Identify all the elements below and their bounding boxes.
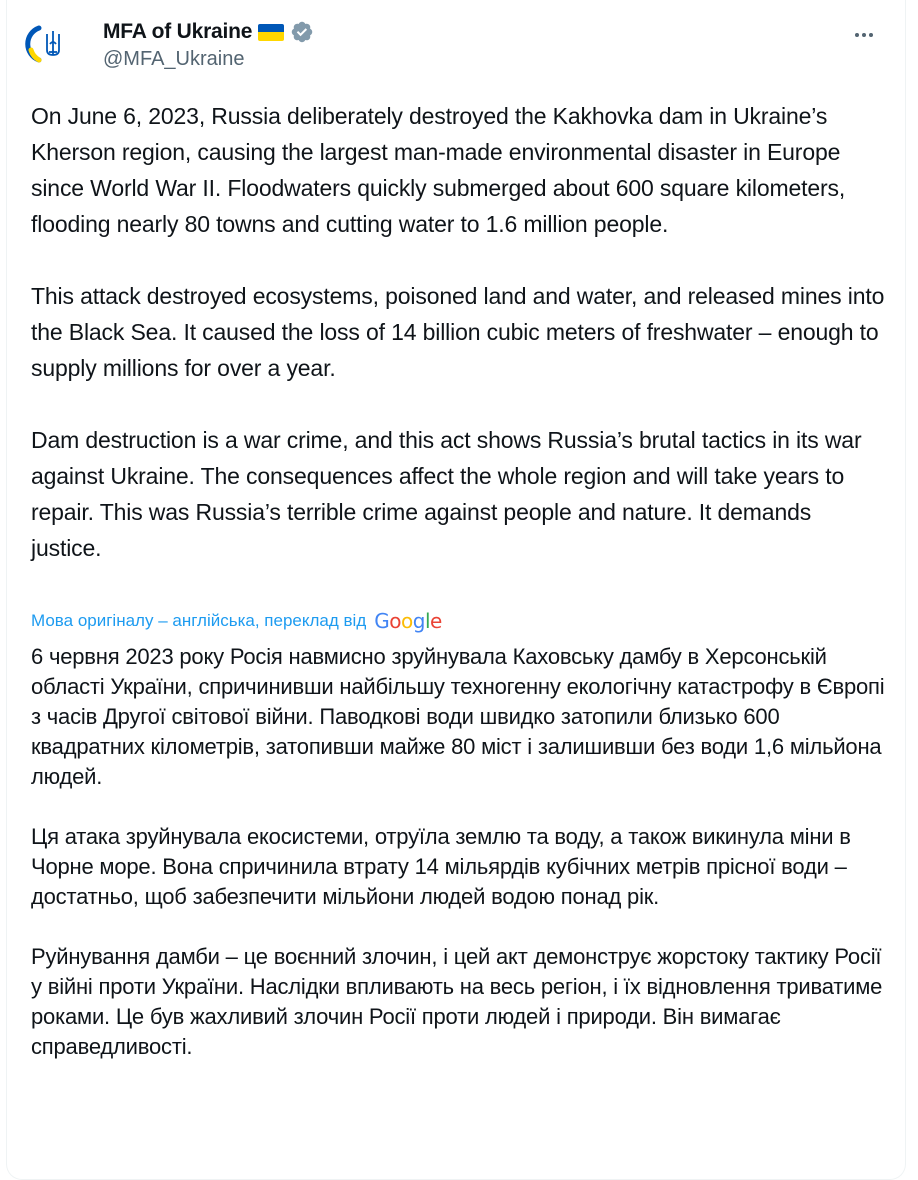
author-handle[interactable]: @MFA_Ukraine: [103, 48, 245, 70]
tweet-card: [6, 0, 906, 1180]
tweet-paragraph: On June 6, 2023, Russia deliberately destroyed the Kakhovka dam in Ukraine’s Kherson region, causing the largest man-made environmental disaster in Europe since World War II. Floodwaters quickly submerged about 600 square kilometers, flooding nearly 80 towns and cutting water to 1.6 million people.: [31, 103, 846, 237]
translation-note-text: Мова оригіналу – англійська, переклад від: [31, 611, 367, 630]
verified-badge-icon[interactable]: [290, 20, 314, 44]
tweet-paragraph: Dam destruction is a war crime, and this act shows Russia’s brutal tactics in its war against Ukraine. The consequences affect the whole region and will take years to repair. This was Russia’s terrible crime against people and nature. It demands justice.: [31, 427, 862, 561]
avatar[interactable]: [23, 20, 71, 68]
name-row: [103, 18, 314, 46]
translated-paragraph: Руйнування дамби – це воєнний злочин, і цей акт демонструє жорстоку тактику Росії у війні проти України. Наслідки впливають на весь регіон, і їх відновлення триватиме роками. Це був жахливий злочин Росії проти людей і природи. Він вимагає справедливості.: [31, 944, 883, 1059]
translated-paragraph: Ця атака зруйнувала екосистеми, отруїла землю та воду, а також викинула міни в Чорне море. Вона спричинила втрату 14 мільярдів кубічних метрів прісної води – достатньо, щоб забезпечити мільйони людей водою понад рік.: [31, 824, 851, 909]
flag-yellow-stripe: [258, 32, 284, 41]
ukraine-flag-icon: [258, 24, 284, 41]
flag-blue-stripe: [258, 24, 284, 33]
author-display-name[interactable]: MFA of Ukraine: [103, 20, 253, 43]
translated-text: [31, 642, 891, 1062]
translation-note-link[interactable]: [31, 606, 442, 636]
mfa-ukraine-logo-icon: [23, 20, 71, 68]
google-logo: Google: [374, 609, 442, 633]
author-info: [103, 18, 314, 71]
translated-paragraph: 6 червня 2023 року Росія навмисно зруйнувала Каховську дамбу в Херсонській області України, спричинивши найбільшу техногенну екологічну катастрофу в Європі з часів Другої світової війни. Паводкові води швидко затопили близько 600 квадратних кілометрів, затопивши майже 80 міст і залишивши без води 1,6 мільйона людей.: [31, 644, 885, 789]
more-options-button[interactable]: [847, 20, 881, 50]
tweet-text: [31, 98, 887, 566]
more-horizontal-icon: [852, 23, 876, 47]
tweet-paragraph: This attack destroyed ecosystems, poisoned land and water, and released mines into the Black Sea. It caused the loss of 14 billion cubic meters of freshwater – enough to supply millions for over a year.: [31, 283, 885, 381]
tweet-header: [7, 0, 907, 90]
